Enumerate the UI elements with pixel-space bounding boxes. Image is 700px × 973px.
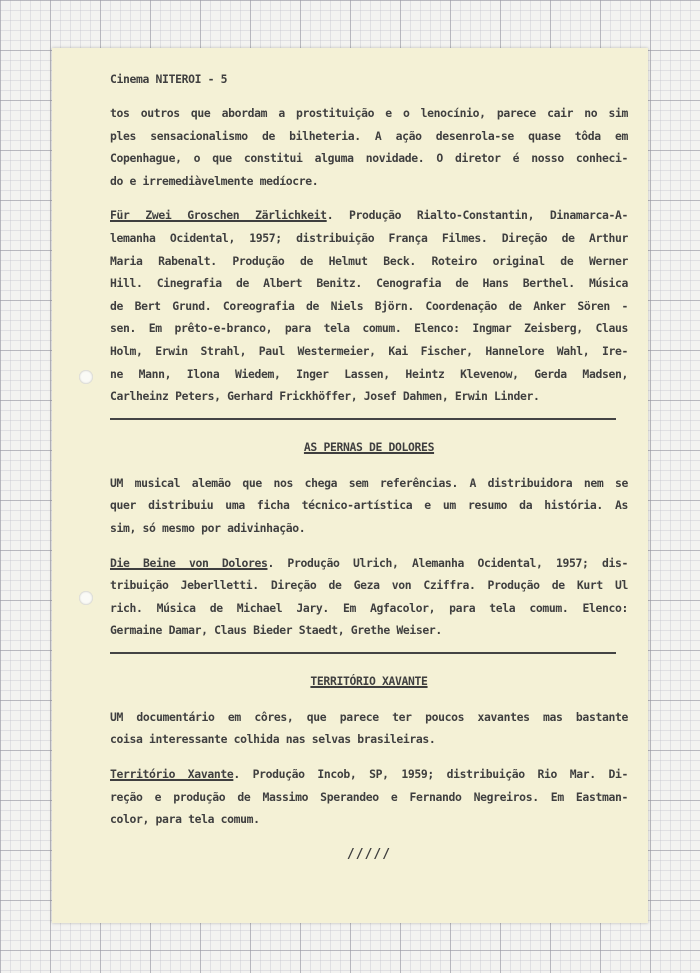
original-title: Território Xavante bbox=[110, 767, 234, 782]
punch-hole bbox=[79, 370, 93, 384]
credits-paragraph-2 bbox=[110, 552, 628, 642]
typewritten-page bbox=[52, 48, 648, 923]
text-fragment: . Produção Ulrich, Alemanha Ocidental, 1957; dis- bbox=[267, 555, 628, 570]
review-paragraph-2 bbox=[110, 472, 628, 540]
text-line: coisa interessante colhida nas selvas brasileiras. bbox=[110, 732, 436, 747]
text-fragment: . Produção Incob, SP, 1959; distribuição Rio Mar. Di- bbox=[233, 767, 628, 782]
text-line: do e irremediàvelmente medíocre. bbox=[110, 173, 319, 188]
section-title-text: AS PERNAS DE DOLORES bbox=[303, 439, 435, 454]
text-line: Germaine Damar, Claus Bieder Staedt, Grethe Weiser. bbox=[110, 623, 442, 638]
page-header: Cinema NITEROI - 5 bbox=[110, 72, 228, 86]
section-title bbox=[110, 436, 628, 458]
text-line: quer distribuiu uma ficha técnico-artística e um resumo da história. As bbox=[110, 498, 628, 513]
intro-paragraph bbox=[110, 102, 628, 192]
text-line: color, para tela comum. bbox=[110, 812, 260, 827]
section-title bbox=[110, 670, 628, 692]
text-line: sen. Em prêto-e-branco, para tela comum. Elenco: Ingmar Zeisberg, Claus bbox=[110, 321, 628, 336]
end-mark: ///// bbox=[346, 846, 392, 862]
review-paragraph-3 bbox=[110, 706, 628, 751]
text-line: de Bert Grund. Coreografia de Niels Björn. Coordenação de Anker Sören - bbox=[110, 298, 628, 313]
text-line: lemanha Ocidental, 1957; distribuição França Filmes. Direção de Arthur bbox=[110, 230, 628, 245]
punch-hole bbox=[79, 591, 93, 605]
text-line bbox=[110, 552, 628, 575]
text-line: UM musical alemão que nos chega sem referências. A distribuidora nem se bbox=[110, 475, 628, 490]
text-line: tos outros que abordam a prostituição e o lenocínio, parece cair no sim bbox=[110, 106, 628, 120]
text-line: Hill. Cinegrafia de Albert Benitz. Cenografia de Hans Berthel. Música bbox=[110, 276, 628, 291]
text-line: Holm, Erwin Strahl, Paul Westermeier, Kai Fischer, Hannelore Wahl, Ire- bbox=[110, 343, 628, 358]
text-fragment: . Produção Rialto-Constantin, Dinamarca-A- bbox=[326, 208, 628, 223]
text-line: sim, só mesmo por adivinhação. bbox=[110, 520, 306, 535]
original-title: Für Zwei Groschen Zärlichkeit bbox=[110, 208, 327, 223]
text-line: ne Mann, Ilona Wiedem, Inger Lassen, Heintz Klevenow, Gerda Madsen, bbox=[110, 366, 628, 381]
section-divider bbox=[110, 652, 616, 654]
text-line: rich. Música de Michael Jary. Em Agfacolor, para tela comum. Elenco: bbox=[110, 600, 628, 615]
text-line: ples sensacionalismo de bilheteria. A ação desenrola-se quase tôda em bbox=[110, 128, 628, 143]
section-divider bbox=[110, 418, 616, 420]
text-line: Carlheinz Peters, Gerhard Frickhöffer, Josef Dahmen, Erwin Linder. bbox=[110, 389, 540, 404]
text-line bbox=[110, 763, 628, 786]
text-line: UM documentário em côres, que parece ter poucos xavantes mas bastante bbox=[110, 709, 628, 724]
text-line: tribuição Jeberlletti. Direção de Geza von Cziffra. Produção de Kurt Ul bbox=[110, 578, 628, 593]
original-title: Die Beine von Dolores bbox=[110, 555, 268, 570]
credits-paragraph-3 bbox=[110, 763, 628, 831]
text-line: Maria Rabenalt. Produção de Helmut Beck. Roteiro original de Werner bbox=[110, 253, 628, 268]
text-line bbox=[110, 204, 628, 227]
section-title-text: TERRITÓRIO XAVANTE bbox=[310, 673, 428, 688]
text-line: Copenhague, o que constitui alguma novidade. O diretor é nosso conheci- bbox=[110, 151, 628, 166]
credits-paragraph-1 bbox=[110, 204, 628, 407]
text-line: reção e produção de Massimo Sperandeo e Fernando Negreiros. Em Eastman- bbox=[110, 789, 628, 804]
